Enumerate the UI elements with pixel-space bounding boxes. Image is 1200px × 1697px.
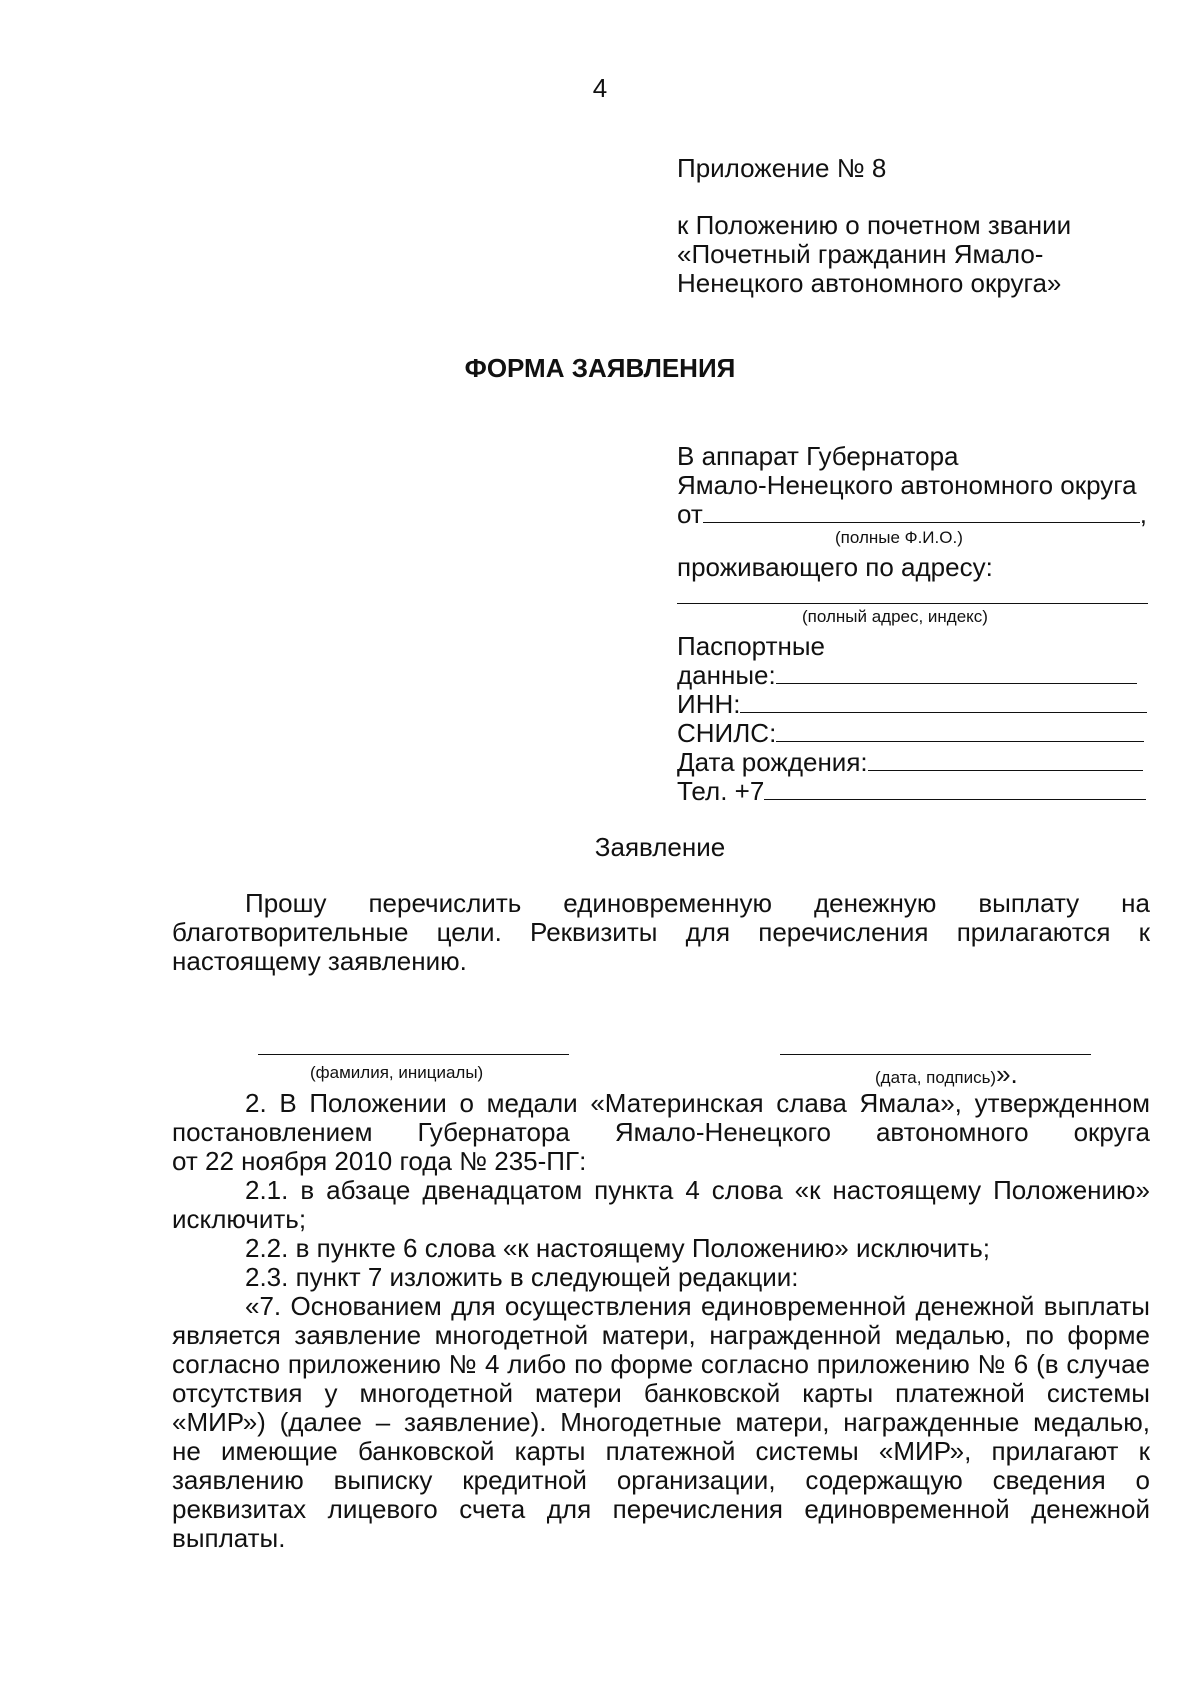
p2-word: Ямало-Ненецкого (614, 1117, 831, 1147)
statement-title: Заявление (594, 832, 726, 862)
snils-field (677, 718, 1144, 749)
statement-word: Прошу (245, 888, 327, 918)
fio-hint: (полные Ф.И.О.) (835, 528, 963, 547)
phone-field (677, 776, 1146, 807)
address-hint: (полный адрес, индекс) (802, 607, 988, 626)
name-hint: (фамилия, инициалы) (310, 1063, 484, 1082)
appendix-title: Приложение № 8 (677, 153, 887, 183)
p2-line-2 (172, 1117, 1150, 1148)
phone-label: Тел. +7 (677, 776, 765, 806)
inn-field (677, 689, 1147, 720)
birth-field (677, 747, 1143, 778)
statement-word: перечислить (368, 888, 522, 918)
p7-line-2: является заявление многодетной матери, награжденной медалью, по форме (172, 1320, 1150, 1350)
birth-label: Дата рождения: (677, 747, 868, 777)
passport-field (677, 660, 1137, 691)
p7-line-1: «7. Основанием для осуществления единовременной денежной выплаты (245, 1291, 1150, 1321)
p2-line-3: от 22 ноября 2010 года № 235-ПГ: (172, 1146, 587, 1176)
p2-word: постановлением (172, 1117, 373, 1147)
form-title: ФОРМА ЗАЯВЛЕНИЯ (464, 353, 736, 383)
passport-blank (776, 661, 1137, 684)
p2-line-1: 2. В Положении о медали «Материнская слава Ямала», утвержденном (245, 1088, 1150, 1118)
p7-line-5: «МИР») (далее – заявление). Многодетные матери, награжденные медалью, (172, 1407, 1150, 1437)
phone-blank (764, 777, 1146, 800)
statement-word: на (1121, 888, 1150, 918)
p7-line-7: заявлению выписку кредитной организации, содержащую сведения о (172, 1465, 1150, 1495)
p2-word: округа (1073, 1117, 1150, 1147)
snils-blank (776, 719, 1144, 742)
inn-label: ИНН: (677, 689, 741, 719)
p22-line: 2.2. в пункте 6 слова «к настоящему Положению» исключить; (245, 1233, 990, 1263)
appendix-line-2: «Почетный гражданин Ямало- (677, 239, 1044, 269)
p2-word: автономного (875, 1117, 1029, 1147)
p21-line-1: 2.1. в абзаце двенадцатом пункта 4 слова «к настоящему Положению» (245, 1175, 1150, 1205)
statement-line-1 (245, 888, 1150, 919)
statement-line-3: настоящему заявлению. (172, 946, 467, 976)
p7-line-6: не имеющие банковской карты платежной системы «МИР», прилагают к (172, 1436, 1150, 1466)
inn-blank (740, 690, 1147, 713)
p2-word: Губернатора (417, 1117, 570, 1147)
p7-line-8: реквизитах лицевого счета для перечисления единовременной денежной (172, 1494, 1150, 1524)
name-signature-line (258, 1054, 569, 1055)
statement-line-2: благотворительные цели. Реквизиты для перечисления прилагаются к (172, 917, 1150, 947)
passport-label-2: данные: (677, 660, 776, 690)
addressee-line-2: Ямало-Ненецкого автономного округа (677, 470, 1137, 500)
address-label: проживающего по адресу: (677, 552, 993, 582)
from-blank (703, 500, 1140, 523)
from-comma: , (1139, 499, 1148, 529)
appendix-line-3: Ненецкого автономного округа» (677, 268, 1062, 298)
p7-line-4: отсутствия у многодетной матери банковской карты платежной системы (172, 1378, 1150, 1408)
from-label: от (677, 499, 703, 529)
passport-label-1: Паспортные (677, 631, 825, 661)
statement-word: денежную (813, 888, 937, 918)
appendix-line-1: к Положению о почетном звании (677, 210, 1072, 240)
from-field (677, 499, 1147, 530)
p7-line-3: согласно приложению № 4 либо по форме согласно приложению № 6 (в случае (172, 1349, 1150, 1379)
address-blank (677, 603, 1148, 604)
snils-label: СНИЛС: (677, 718, 777, 748)
date-hint-line (875, 1059, 1018, 1090)
statement-word: выплату (978, 888, 1080, 918)
addressee-line-1: В аппарат Губернатора (677, 441, 959, 471)
closing-quote: ». (996, 1059, 1018, 1089)
p7-line-9: выплаты. (172, 1523, 286, 1553)
p21-line-2: исключить; (172, 1204, 307, 1234)
date-signature-line (780, 1054, 1091, 1055)
statement-word: единовременную (563, 888, 772, 918)
date-hint: (дата, подпись) (875, 1068, 997, 1087)
p23-line: 2.3. пункт 7 изложить в следующей редакции: (245, 1262, 799, 1292)
birth-blank (868, 748, 1143, 771)
page-number: 4 (592, 73, 608, 103)
